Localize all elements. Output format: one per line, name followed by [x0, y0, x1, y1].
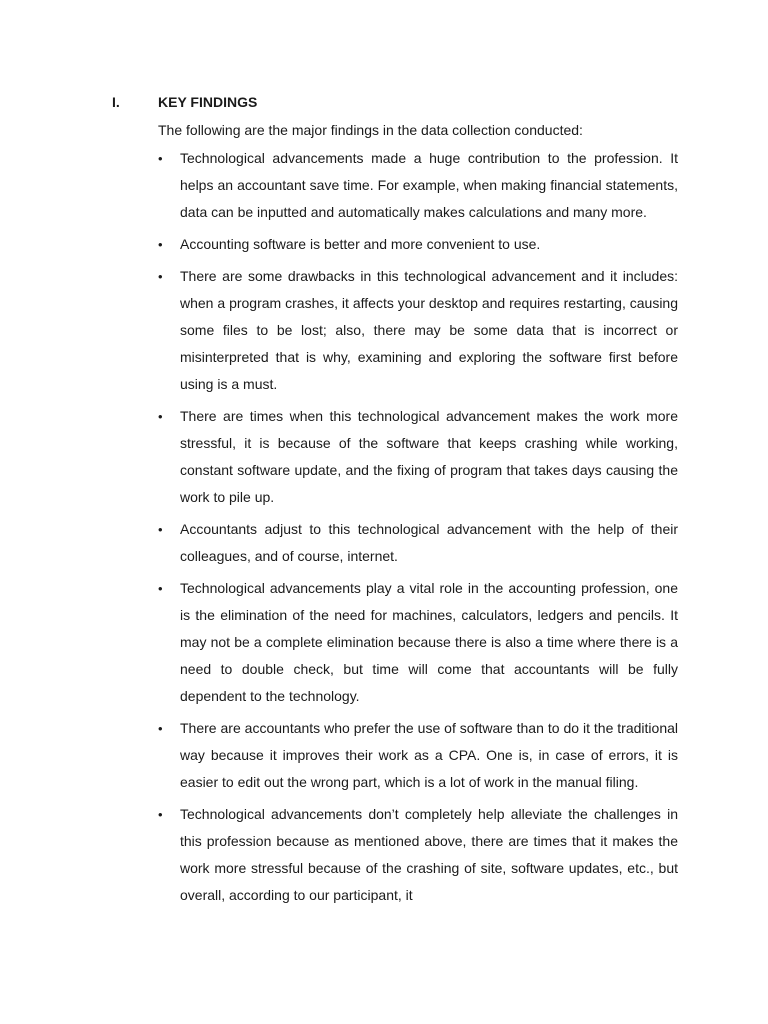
finding-item [158, 145, 678, 226]
finding-text: Accountants adjust to this technological advancement with the help of their colleagues, and of course, internet. [180, 521, 678, 564]
finding-item [158, 575, 678, 710]
bullet-icon: • [158, 269, 163, 284]
finding-text: There are times when this technological advancement makes the work more stressful, it is because of the software that keeps crashing while working, constant software update, and the fixing of program that takes days causing the work to pile up. [180, 408, 678, 505]
bullet-icon: • [158, 721, 163, 736]
finding-item [158, 403, 678, 511]
bullet-icon: • [158, 237, 163, 252]
finding-item [158, 801, 678, 909]
finding-item [158, 715, 678, 796]
finding-text: Technological advancements play a vital role in the accounting profession, one is the elimination of the need for machines, calculators, ledgers and pencils. It may not be a complete elimination because there is also a time where there is a need to double check, but time will come that accountants will be fully dependent to the technology. [180, 580, 678, 704]
finding-item [158, 263, 678, 398]
finding-text: Technological advancements made a huge contribution to the profession. It helps an accountant save time. For example, when making financial statements, data can be inputted and automatically makes calculations and many more. [180, 150, 678, 220]
section-title: KEY FINDINGS [158, 94, 258, 110]
finding-text: There are some drawbacks in this technological advancement and it includes: when a program crashes, it affects your desktop and requires restarting, causing some files to be lost; also, there may be some data that is incorrect or misinterpreted that is why, examining and exploring the software first before using is a must. [180, 268, 678, 392]
bullet-icon: • [158, 151, 163, 166]
finding-text: There are accountants who prefer the use of software than to do it the traditional way because it improves their work as a CPA. One is, in case of errors, it is easier to edit out the wrong part, which is a lot of work in the manual filing. [180, 720, 678, 790]
findings-list [158, 145, 678, 914]
bullet-icon: • [158, 522, 163, 537]
bullet-icon: • [158, 581, 163, 596]
intro-paragraph: The following are the major findings in the data collection conducted: [158, 122, 583, 138]
bullet-icon: • [158, 409, 163, 424]
finding-text: Technological advancements don’t completely help alleviate the challenges in this profession because as mentioned above, there are times that it makes the work more stressful because of the crashing of site, software updates, etc., but overall, according to our participant, it [180, 806, 678, 903]
bullet-icon: • [158, 807, 163, 822]
finding-item [158, 231, 678, 258]
finding-text: Accounting software is better and more convenient to use. [180, 236, 541, 252]
section-number: I. [112, 94, 120, 110]
finding-item [158, 516, 678, 570]
